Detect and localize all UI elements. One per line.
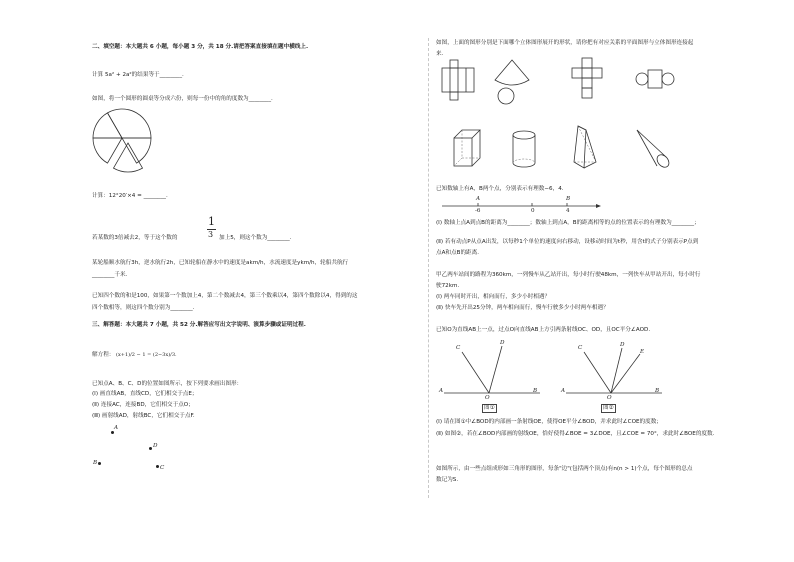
fig2-label-a: A xyxy=(561,388,566,394)
number-line xyxy=(442,196,602,218)
fig2-label-c: C xyxy=(578,345,583,351)
question-7-prefix: 解方程： xyxy=(92,352,115,358)
question-8-line-1: 已知点A、B、C、D的位置如图所示，按下列要求画出图形： xyxy=(92,381,243,387)
axis-tick-4: 4 xyxy=(566,208,570,214)
question-8-line-3: (Ⅱ) 连接AC，连接BD，它们相交于点O； xyxy=(92,402,194,408)
question-10-part-2-line-2: 点A和点B的距离. xyxy=(436,250,480,256)
section-3-heading: 三、解答题：本大题共 7 小题，共 52 分.解答应写出文字说明、演算步骤或证明过程. xyxy=(92,322,306,328)
fig2-label-e: E xyxy=(640,349,645,355)
question-2: 如图，将一个圆形的圆桌等分成六份，则每一份中的角的度数为________. xyxy=(92,96,273,102)
solid-rectangular-prism xyxy=(452,128,482,168)
fig2-label-d: D xyxy=(620,342,625,348)
question-11-part-1: (Ⅰ) 两车同时开出，相向而行，多少小时相遇？ xyxy=(436,294,551,300)
net-cylinder xyxy=(636,66,674,92)
question-13-line-2: 数记为S. xyxy=(436,477,459,483)
question-11-line-2: 驶72km. xyxy=(436,283,460,289)
fraction-numerator: 1 xyxy=(208,215,215,228)
question-9-line-1: 如图，上面的图形分别是下面哪个立体图形展开的形状，请你把有对应关系的平面图形与立体图形连接起 xyxy=(436,40,694,46)
question-12-part-2: (Ⅱ) 如图②，若在∠BOD内部画的射线OE，恰好使得∠BOE = 3∠DOE，且∠COE = 70°，求此时∠BOE的度数. xyxy=(436,431,715,437)
net-cube xyxy=(572,58,604,106)
fig1-label-c: C xyxy=(456,345,461,351)
question-11-part-2: (Ⅱ) 快车先开出25分钟，两车相向而行，慢车行驶多少小时两车相遇？ xyxy=(436,305,609,311)
question-12-part-1: (Ⅰ) 请在图①中∠BOD的内部画一条射线OE，使得OE平分∠BOD，并求此时∠COE的度数； xyxy=(436,419,662,425)
question-6-line-1: 已知四个数的和是100，如果第一个数加上4，第二个数减去4，第三个数乘以4，第四个数除以4，得到的这 xyxy=(92,293,358,299)
fig2-label-b: B xyxy=(655,388,660,394)
point-b-dot xyxy=(98,462,101,465)
point-d-dot xyxy=(149,447,152,450)
point-a-label: A xyxy=(114,425,119,431)
axis-label-a: A xyxy=(476,196,481,202)
question-3: 计算：12°20′×4 = ________. xyxy=(92,193,168,199)
section-2-heading: 二、填空题：本大题共 6 小题，每小题 3 分，共 18 分.请把答案直接填在题中横线上. xyxy=(92,44,309,50)
point-c-dot xyxy=(156,465,159,468)
solid-cylinder xyxy=(512,130,538,170)
axis-tick-0: 0 xyxy=(531,208,535,214)
point-d-label: D xyxy=(153,443,158,449)
question-8-line-2: (Ⅰ) 画直线AB，直线CD，它们相交于点E； xyxy=(92,391,198,397)
question-6-line-2: 四个数相等，则这四个数分别为________. xyxy=(92,305,195,311)
point-c-label: C xyxy=(160,465,165,471)
axis-tick-neg6: -6 xyxy=(475,208,481,214)
question-5-line-2: ________千米. xyxy=(92,272,128,278)
fig2-label-o: O xyxy=(607,395,612,401)
solid-cone xyxy=(635,128,675,168)
solid-triangular-prism xyxy=(572,124,598,170)
question-1: 计算 5a² + 2a²的结果等于________. xyxy=(92,72,184,78)
question-12: 已知O为直线AB上一点，过点O向直线AB上方引两条射线OC、OD，且OC平分∠AOD. xyxy=(436,327,651,333)
question-9-line-2: 来. xyxy=(436,51,444,57)
figure-2-caption: 图② xyxy=(603,405,614,411)
question-10-part-2-line-1: (Ⅱ) 若有动点P从点A出发，以每秒1个单位的速度向右移动，设移动时间为t秒，用含t的式子分别表示P点到 xyxy=(436,239,699,245)
question-7-equation: (x+1)/2 − 1 = (2−3x)/3. xyxy=(116,352,177,358)
fig1-label-b: B xyxy=(533,388,538,394)
fig1-label-a: A xyxy=(439,388,444,394)
figure-1-caption: 图① xyxy=(484,405,495,411)
fig1-label-o: O xyxy=(485,395,490,401)
question-10-part-1: (Ⅰ) 数轴上点A到点B的距离为________；数轴上到点A，B的距离相等的点的位置表示的有理数为________； xyxy=(436,220,700,226)
fraction-denominator: 3 xyxy=(208,230,214,239)
net-rectangular-prism xyxy=(442,60,474,102)
question-5-line-1: 某轮船顺水航行3h，逆水航行2h，已知轮船在静水中的速度是akm/h，水流速度是ykm/h，轮船共航行 xyxy=(92,260,349,266)
column-divider xyxy=(428,38,429,498)
round-table-figure xyxy=(92,106,156,172)
point-b-label: B xyxy=(93,460,98,466)
question-11-line-1: 甲乙两车站间的路程为360km，一列慢车从乙站开出，每小时行驶48km，一列快车从甲站开出，每小时行 xyxy=(436,272,701,278)
net-cone xyxy=(492,58,532,108)
question-8-line-4: (Ⅲ) 画射线AD，射线BC，它们相交于点F. xyxy=(92,413,195,419)
question-13-line-1: 如图所示，由一些点组成形如三角形的图形，每条"边"(包括两个顶点)有n(n > 1)个点，每个图形的总点 xyxy=(436,466,693,472)
question-4-part-b: 加上5，则这个数为________. xyxy=(219,235,292,241)
question-10: 已知数轴上有A，B两个点，分别表示有理数−6，4. xyxy=(436,186,564,192)
question-4-part-a: 若某数的3倍减去2，等于这个数的 xyxy=(92,235,178,241)
axis-label-b: B xyxy=(566,196,571,202)
fig1-label-d: D xyxy=(500,340,505,346)
